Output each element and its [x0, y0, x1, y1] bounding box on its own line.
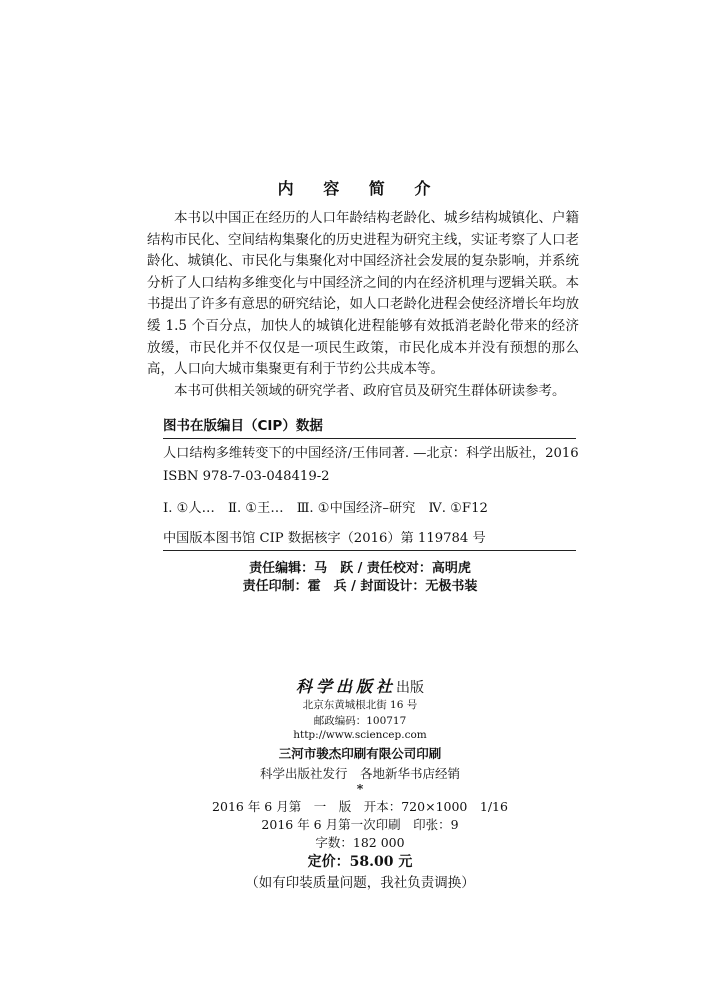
edition-line: 2016 年 6 月第 一 版 开本：720×1000 1/16: [212, 799, 508, 814]
editor-credits: 责任编辑：马 跃 / 责任校对：高明虎: [249, 561, 471, 576]
distribution-line: 科学出版社发行 各地新华书店经销: [259, 766, 460, 781]
summary-paragraph: 本书可供相关领域的研究学者、政府官员及研究生群体研读参考。: [174, 382, 566, 399]
publisher-website: http://www.sciencep.com: [293, 729, 427, 741]
publisher-address: 北京东黄城根北街 16 号: [302, 699, 418, 711]
summary-section: [147, 208, 579, 402]
publisher-logo-suffix: 出版: [396, 680, 424, 696]
cip-citation: 人口结构多维转变下的中国经济/王伟同著. —北京：科学出版社，2016: [163, 446, 579, 461]
publisher-logo: [0, 674, 720, 697]
publisher-logo-text: 科学出版社: [295, 677, 396, 696]
page-title: 内 容 简 介: [277, 179, 443, 198]
production-credits: 责任印制：霍 兵 / 封面设计：无极书装: [242, 579, 478, 594]
divider: [163, 550, 576, 551]
cip-classification: Ⅰ. ①人… Ⅱ. ①王… Ⅲ. ①中国经济–研究 Ⅳ. ①F12: [163, 501, 488, 516]
publisher-postcode: 邮政编码：100717: [313, 715, 407, 727]
price: 定价：58.00 元: [307, 854, 413, 870]
cip-heading: 图书在版编目（CIP）数据: [163, 418, 323, 434]
printer-line: 三河市骏杰印刷有限公司印刷: [278, 746, 442, 761]
cip-isbn: ISBN 978-7-03-048419-2: [163, 469, 330, 484]
separator-star: *: [356, 781, 364, 796]
summary-paragraph: 本书以中国正在经历的人口年龄结构老龄化、城乡结构城镇化、户籍结构市民化、空间结构集聚化的历史进程为研究主线，实证考察了人口老龄化、城镇化、市民化与集聚化对中国经济社会发展的复杂影响，并系统分析了人口结构多维变化与中国经济之间的内在经济机理与逻辑关联。本书提出了许多有意思的研究结论，如人口老龄化进程会使经济增长年均放缓 1.5 个百分点，加快人的城镇化进程能够有效抵消老龄化带来的经济放缓，市民化并不仅仅是一项民生政策，市民化成本并没有预想的那么高，人口向大城市集聚更有利于节约公共成本等。: [147, 210, 579, 378]
quality-notice: （如有印装质量问题，我社负责调换）: [245, 875, 475, 891]
word-count: 字数：182 000: [315, 835, 405, 850]
cip-library-record: 中国版本图书馆 CIP 数据核字（2016）第 119784 号: [163, 531, 486, 546]
divider: [163, 438, 576, 439]
printing-line: 2016 年 6 月第一次印刷 印张：9: [261, 817, 459, 832]
